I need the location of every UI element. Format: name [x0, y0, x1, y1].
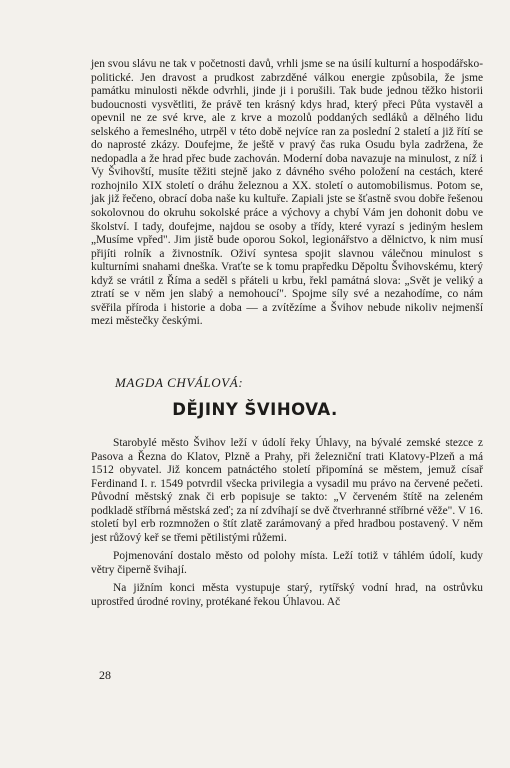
article-body: [91, 437, 483, 610]
page-number: 28: [99, 668, 111, 682]
paragraph: Starobylé město Švihov leží v údolí řeky Úhlavy, na bývalé zemské stezce z Pasova a Řezna do Klatov, Plzně a Prahy, při železniční trati Klatovy-Plzeň a má 1512 obyvatel. Již koncem patnáctého století připomíná se městem, jemuž císař Ferdinand I. r. 1549 potvrdil všecka privilegia a vysadil mu právo na červené pečeti. Původní městský znak či erb popisuje se takto: „V červeném štítě na zeleném podkladě stříbrná městská zeď; za ní zdvíhají se dvě čtverhranné stříbrné věže". V 16. století byl erb rozmnožen o štít zlatě zarámovaný a před hradbou postavený. V něm jest růžový keř se třemi pětilistými růžemi.: [91, 437, 483, 544]
paragraph: Na jižním konci města vystupuje starý, rytířský vodní hrad, na ostrůvku uprostřed úrodné roviny, protékané řekou Úhlavou. Ač: [91, 582, 483, 609]
article-author: MAGDA CHVÁLOVÁ:: [115, 375, 244, 390]
paragraph: jen svou slávu ne tak v početnosti davů, vrhli jsme se na úsilí kulturní a hospodářsko-politické. Jen dravost a prudkost zabrzděné válkou energie způsobila, že jsme památku minulosti někde odvrhli, jinde ji i porušili. Tak bude jednou těžko historii budoucnosti vysvětliti, že právě ten krásný kdys hrad, který přeci Půta vystavěl a opevnil ne ze své krve, ale z krve a mozolů poddaných sedláků a dělného lidu selského a řemeslného, utrpěl v této době nejvíce ran za poslední 2 staletí a již řítí se do naprosté zkázy. Doufejme, že ještě v pravý čas ruka Osudu byla zadržena, že nedopadla a že hrad přec bude zachován. Moderní doba navazuje na minulost, z níž i Vy Švihovští, musíte těžiti stejně jako z dávného svého položení na cestách, které rozhojnilo XIX století o dráhu železnou a XX. století o automobilismus. Potom se, jak již řečeno, obrací doba naše ku kultuře. Zapiali jste se šťastně svou dobře řešenou sokolovnou do okruhu sokolské práce a výchovy a chybí Vám jen dohonit dobu ve školství. I tady, doufejme, najdou se osoby a třídy, které vyrazí s jediným heslem „Musíme vpřed". Jim jistě bude oporou Sokol, legionářstvo a dělnictvo, k nim musí přijíti rolník a živnostník. Oživí syntesa spojit slavnou válečnou minulost s kulturními snahami dneška. Vraťte se k tomu prapředku Děpoltu Švihovskému, který když se vrátil z Říma a seděl s přáteli u krbu, řekl památná slova: „Svět je veliký a ztratí se v něm jen slabý a nemohoucí". Spojme síly své a nezahodíme, co nám svěřila příroda i historie a doba — a zvítězíme a Švihov nebude nikoliv nejmenší mezi městečky českými.: [91, 58, 483, 328]
article-title: DĚJINY ŠVIHOVA.: [172, 400, 338, 419]
paragraph: Pojmenování dostalo město od polohy místa. Leží totiž v táhlém údolí, kudy větry čiperně švihají.: [91, 550, 483, 576]
continuation-text: [91, 58, 483, 329]
